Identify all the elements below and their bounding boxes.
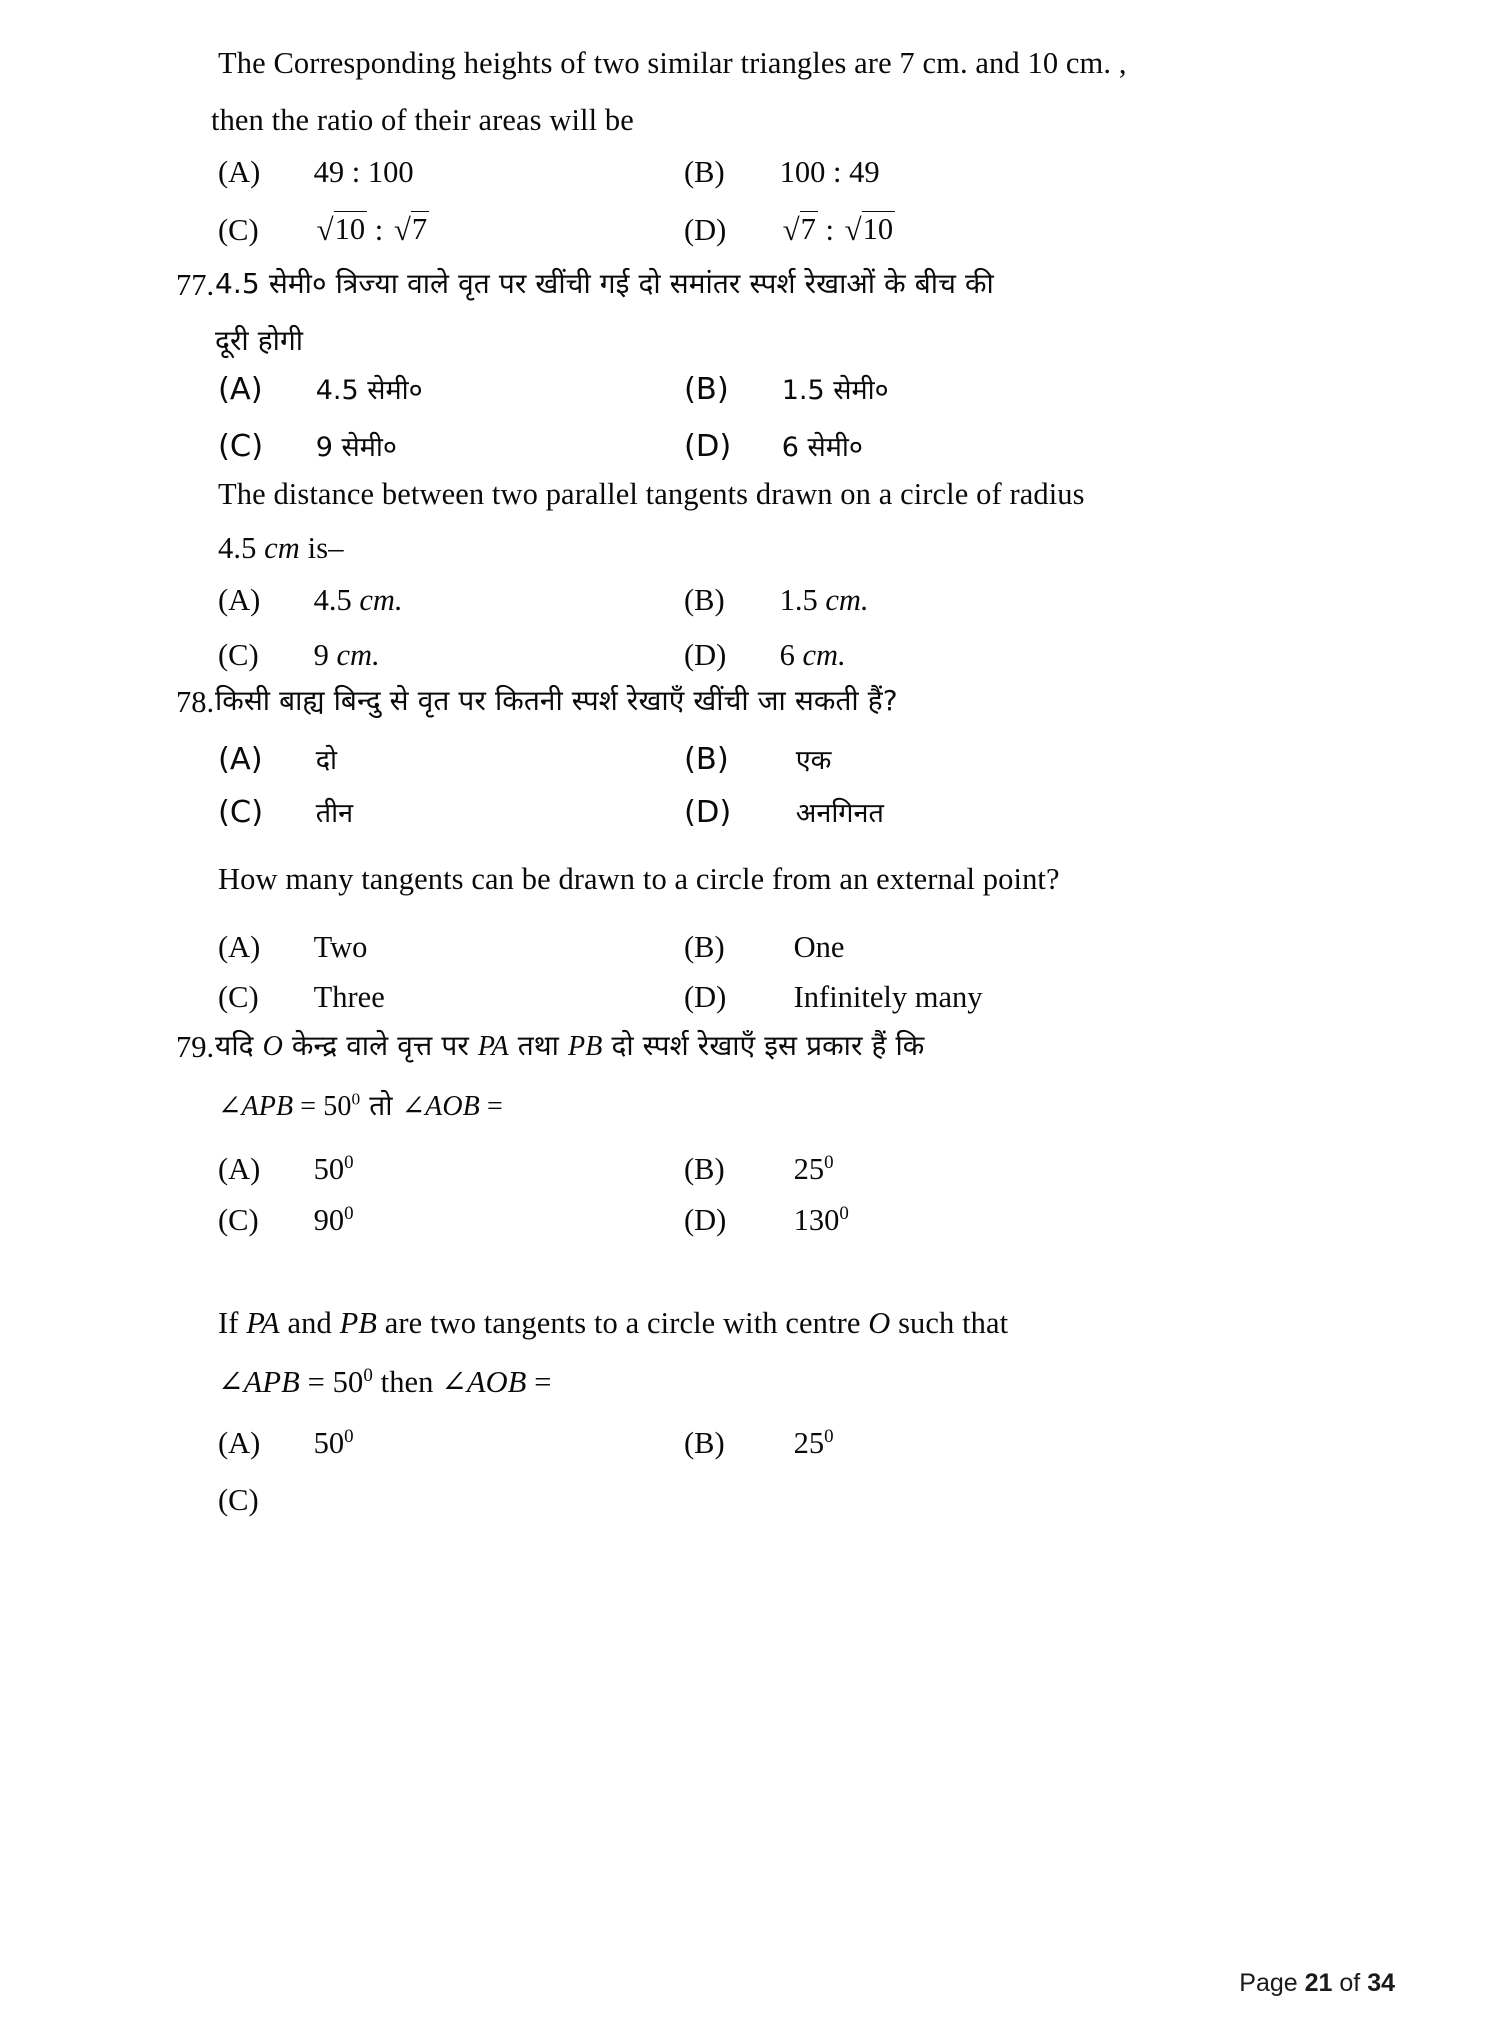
option-tag: (D) [684, 795, 732, 830]
option-tag: (A) [218, 372, 263, 407]
option-row[interactable] [218, 1426, 354, 1461]
option-value: 9 cm. [313, 638, 380, 672]
option-value: 6 सेमी० [781, 432, 863, 463]
option-value-radical-ratio: √7 : √10 [780, 212, 896, 248]
option-row[interactable] [684, 1203, 849, 1238]
option-value: Three [313, 980, 385, 1014]
option-tag: (D) [684, 638, 727, 672]
option-value: 100 : 49 [779, 155, 880, 189]
option-row[interactable] [218, 930, 367, 965]
option-value: $130^0$ [793, 1202, 849, 1237]
option-value: 1.5 सेमी० [781, 375, 889, 406]
question-stem-line: The Corresponding heights of two similar triangles are 7 cm. and 10 cm. , [218, 46, 1127, 80]
option-row[interactable] [684, 980, 983, 1015]
question-stem-line: then the ratio of their areas will be [211, 103, 634, 137]
question-stem-line: यदि O केन्द्र वाले वृत्त पर PA तथा PB दो स्पर्श रेखाएँ इस प्रकार हैं कि [215, 1029, 925, 1062]
angle-APB: ∠APB [218, 1365, 300, 1399]
math-var-PB: PB [339, 1306, 378, 1340]
option-tag: (C) [218, 213, 259, 247]
page-footer [1239, 1969, 1395, 1998]
degree-symbol: 0 [344, 1425, 354, 1447]
option-value: 1.5 cm. [779, 583, 869, 617]
question-stem-math-line: ∠APB = $50^0$ तो ∠AOB = [218, 1089, 503, 1122]
option-row[interactable] [684, 1426, 834, 1461]
degree-symbol: 0 [344, 1202, 354, 1224]
sqrt-icon: √7 [393, 212, 428, 247]
option-tag: (B) [684, 155, 725, 189]
option-row[interactable] [218, 583, 403, 618]
option-tag: (A) [218, 155, 261, 189]
option-row[interactable] [218, 1203, 354, 1238]
option-tag: (C) [218, 1483, 259, 1517]
question-stem-line: The distance between two parallel tangents drawn on a circle of radius [218, 477, 1085, 511]
option-tag: (A) [218, 1426, 261, 1460]
option-row[interactable] [684, 370, 889, 407]
question-stem-line: दूरी होगी [215, 324, 304, 357]
option-row[interactable] [684, 1152, 834, 1187]
option-tag: (D) [684, 213, 727, 247]
footer-prefix: Page [1239, 1969, 1305, 1997]
option-row[interactable] [218, 212, 429, 248]
math-var-PA: PA [477, 1031, 509, 1062]
option-row[interactable] [218, 740, 337, 777]
footer-of: of [1332, 1969, 1368, 1997]
math-var-PA: PA [246, 1306, 280, 1340]
footer-current-page: 21 [1304, 1969, 1333, 1997]
option-row[interactable] [684, 638, 846, 673]
option-value: 9 सेमी० [315, 432, 397, 463]
option-tag: (A) [218, 583, 261, 617]
degree-symbol: 0 [351, 1089, 361, 1109]
angle-AOB: ∠AOB [441, 1365, 527, 1399]
math-var-PB: PB [568, 1031, 603, 1062]
option-value: Infinitely many [793, 980, 983, 1014]
sqrt-icon: √10 [844, 212, 894, 247]
math-var-O: O [262, 1031, 283, 1062]
question-stem-line: किसी बाह्य बिन्दु से वृत पर कितनी स्पर्श रेखाएँ खींची जा सकती हैं? [215, 684, 898, 717]
option-value: 6 cm. [779, 638, 846, 672]
option-tag: (B) [684, 930, 725, 964]
option-tag: (C) [218, 980, 259, 1014]
option-tag: (A) [218, 930, 261, 964]
option-value: 4.5 cm. [313, 583, 403, 617]
question-stem-line: How many tangents can be drawn to a circle from an external point? [218, 862, 1060, 896]
angle-AOB: ∠AOB [401, 1091, 480, 1122]
option-row[interactable] [218, 793, 353, 830]
degree-symbol: 0 [824, 1151, 834, 1173]
option-tag: (A) [218, 1152, 261, 1186]
question-number-78: 78. [176, 685, 215, 719]
option-tag: (B) [684, 1152, 725, 1186]
option-tag: (D) [684, 429, 732, 464]
degree-symbol: 0 [344, 1151, 354, 1173]
degree-symbol: 0 [839, 1202, 849, 1224]
question-stem-line: If PA and PB are two tangents to a circle with centre O such that [218, 1306, 1009, 1340]
option-tag: (C) [218, 429, 264, 464]
sqrt-icon: √7 [782, 212, 816, 247]
option-row[interactable] [684, 155, 880, 190]
option-value: एक [795, 745, 832, 776]
option-tag: (B) [684, 372, 729, 407]
option-tag: (C) [218, 638, 259, 672]
option-row[interactable] [218, 427, 397, 464]
option-tag: (B) [684, 583, 725, 617]
degree-symbol: 0 [363, 1364, 373, 1386]
option-value: One [793, 930, 845, 964]
option-value: 49 : 100 [313, 155, 414, 189]
option-tag: (D) [684, 1203, 727, 1237]
option-tag: (B) [684, 742, 729, 777]
option-value: $90^0$ [313, 1202, 354, 1237]
footer-total-pages: 34 [1367, 1969, 1395, 1997]
option-row[interactable] [218, 155, 414, 190]
option-row[interactable] [218, 1483, 314, 1518]
option-tag: (D) [684, 980, 727, 1014]
option-tag: (C) [218, 1203, 259, 1237]
option-tag: (A) [218, 742, 263, 777]
math-var-O: O [868, 1306, 891, 1340]
option-value: $50^0$ [313, 1151, 354, 1186]
option-row[interactable] [218, 370, 423, 407]
degree-symbol: 0 [824, 1425, 834, 1447]
question-number-79: 79. [176, 1030, 215, 1064]
option-value: $25^0$ [793, 1425, 834, 1460]
option-tag: (B) [684, 1426, 725, 1460]
question-stem-math-line: ∠APB = $50^0$ then ∠AOB = [218, 1364, 552, 1399]
option-value: $50^0$ [313, 1425, 354, 1460]
question-stem-line: 4.5 सेमी० त्रिज्या वाले वृत पर खींची गई दो समांतर स्पर्श रेखाओं के बीच की [215, 267, 994, 300]
option-row[interactable] [684, 930, 844, 965]
option-value: अनगिनत [795, 798, 884, 829]
option-value: $25^0$ [793, 1151, 834, 1186]
option-row[interactable] [684, 583, 869, 618]
angle-APB: ∠APB [218, 1091, 294, 1122]
option-value: 4.5 सेमी० [315, 375, 423, 406]
option-value-radical-ratio: √10 : √7 [314, 212, 430, 248]
option-tag: (C) [218, 795, 264, 830]
option-value: Two [313, 930, 368, 964]
option-row[interactable] [218, 638, 380, 673]
question-stem-line: 4.5 cm is– [218, 531, 344, 565]
option-row[interactable] [684, 212, 895, 248]
option-row[interactable] [684, 793, 884, 830]
option-value: तीन [315, 798, 354, 829]
sqrt-icon: √10 [316, 212, 366, 247]
option-row[interactable] [684, 427, 863, 464]
option-row[interactable] [684, 740, 831, 777]
question-number-77: 77. [176, 268, 215, 302]
option-value: दो [315, 745, 338, 776]
option-row[interactable] [218, 1152, 354, 1187]
option-row[interactable] [218, 980, 385, 1015]
